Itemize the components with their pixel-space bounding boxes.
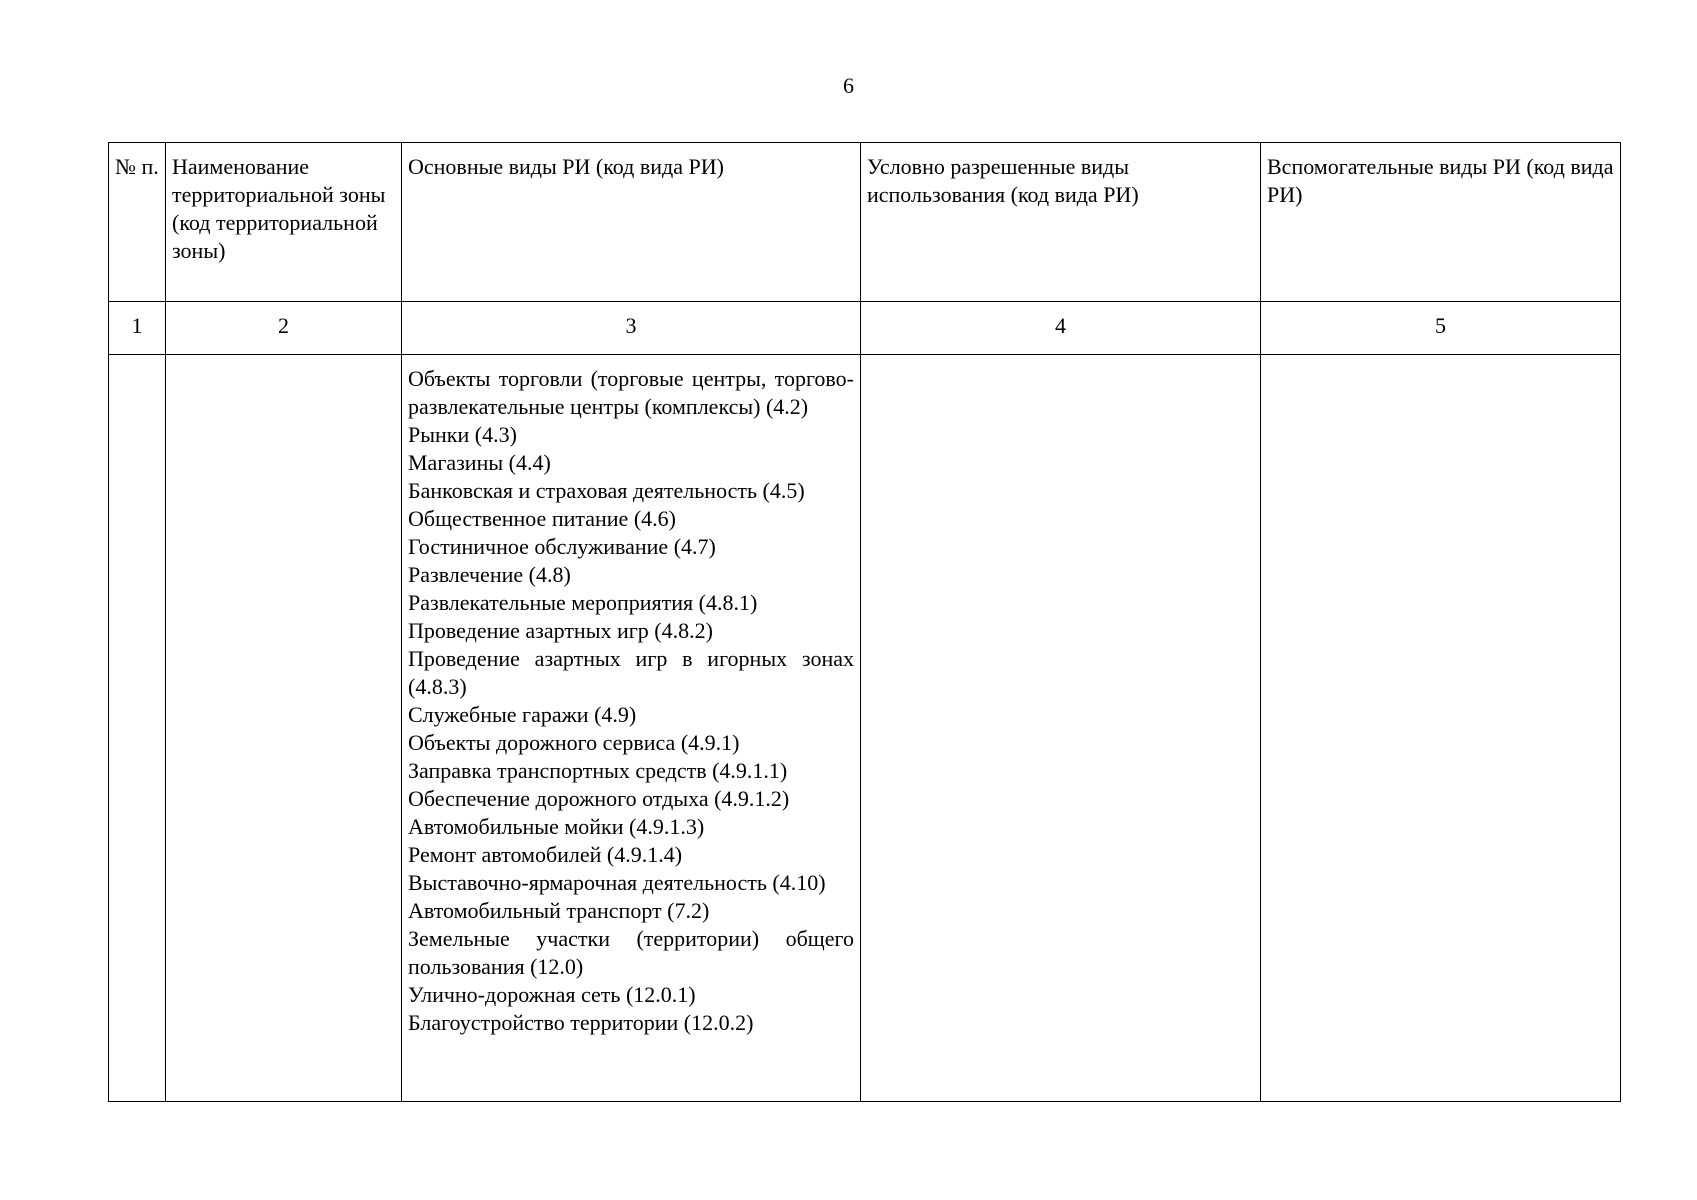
list-item: Объекты дорожного сервиса (4.9.1) bbox=[408, 730, 740, 755]
list-item: Автомобильные мойки (4.9.1.3) bbox=[408, 814, 705, 839]
list-item: Улично-дорожная сеть (12.0.1) bbox=[408, 982, 696, 1007]
list-item: Заправка транспортных средств (4.9.1.1) bbox=[408, 758, 788, 783]
header-conditional-uses: Условно разрешенные виды использования (код вида РИ) bbox=[861, 143, 1261, 302]
list-item: Объекты торговли (торговые центры, торгово-развлекательные центры (комплексы) (4.2) bbox=[408, 366, 854, 419]
header-main-uses: Основные виды РИ (код вида РИ) bbox=[402, 143, 861, 302]
row-number-cell bbox=[109, 355, 166, 1102]
list-item: Служебные гаражи (4.9) bbox=[408, 702, 637, 727]
header-row bbox=[109, 143, 1621, 302]
header-zone-name: Наименование территориальной зоны (код территориальной зоны) bbox=[166, 143, 402, 302]
page-number: 6 bbox=[843, 73, 854, 98]
auxiliary-uses-cell bbox=[1261, 355, 1621, 1102]
list-item: Автомобильный транспорт (7.2) bbox=[408, 898, 710, 923]
header-auxiliary-uses: Вспомогательные виды РИ (код вида РИ) bbox=[1261, 143, 1621, 302]
conditional-uses-cell bbox=[861, 355, 1261, 1102]
column-number: 4 bbox=[861, 302, 1261, 355]
list-item: Развлечение (4.8) bbox=[408, 562, 571, 587]
list-item: Развлекательные мероприятия (4.8.1) bbox=[408, 590, 758, 615]
list-item: Банковская и страховая деятельность (4.5) bbox=[408, 478, 805, 503]
column-number: 5 bbox=[1261, 302, 1621, 355]
main-uses-list bbox=[408, 365, 854, 1037]
list-item: Благоустройство территории (12.0.2) bbox=[408, 1010, 754, 1035]
list-item: Ремонт автомобилей (4.9.1.4) bbox=[408, 842, 683, 867]
list-item: Общественное питание (4.6) bbox=[408, 506, 676, 531]
list-item: Обеспечение дорожного отдыха (4.9.1.2) bbox=[408, 786, 790, 811]
list-item: Земельные участки (территории) общего пользования (12.0) bbox=[408, 926, 854, 979]
header-number: № п. bbox=[109, 143, 166, 302]
list-item: Проведение азартных игр (4.8.2) bbox=[408, 618, 713, 643]
list-item: Выставочно-ярмарочная деятельность (4.10) bbox=[408, 870, 826, 895]
list-item: Гостиничное обслуживание (4.7) bbox=[408, 534, 716, 559]
list-item: Проведение азартных игр в игорных зонах (4.8.3) bbox=[408, 646, 854, 699]
column-number: 1 bbox=[109, 302, 166, 355]
land-use-table bbox=[108, 142, 1621, 1102]
main-uses-cell bbox=[402, 355, 861, 1102]
column-number: 3 bbox=[402, 302, 861, 355]
zone-name-cell bbox=[166, 355, 402, 1102]
column-number: 2 bbox=[166, 302, 402, 355]
column-number-row bbox=[109, 302, 1621, 355]
list-item: Рынки (4.3) bbox=[408, 422, 517, 447]
table-row bbox=[109, 355, 1621, 1102]
list-item: Магазины (4.4) bbox=[408, 450, 551, 475]
